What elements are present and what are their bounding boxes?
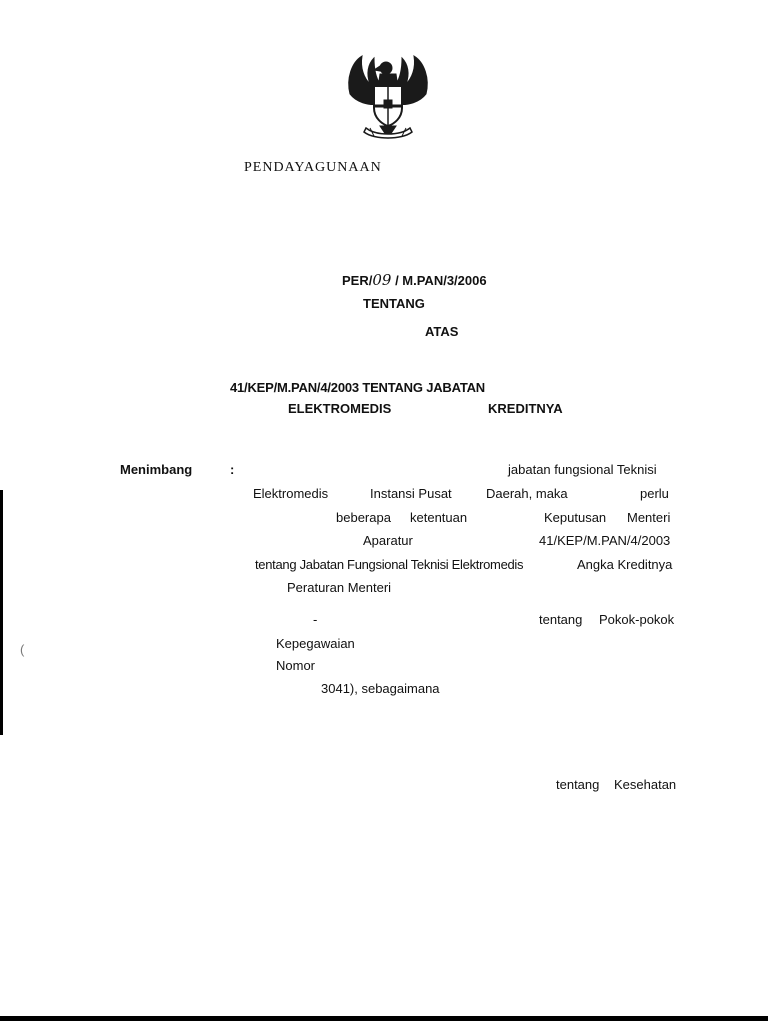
- body-text-keputusan: Keputusan: [544, 510, 607, 525]
- body-text-instansi: Instansi Pusat: [370, 486, 452, 501]
- tentang-heading: TENTANG: [363, 296, 425, 311]
- scan-edge-bottom: [0, 1016, 768, 1021]
- scan-edge-left: [0, 490, 3, 735]
- body-text-angka-kredit: Angka Kreditnya: [577, 557, 673, 572]
- regulation-number-suffix: / M.PAN/3/2006: [395, 273, 487, 288]
- body-text-tentang-kesehatan: tentang: [556, 777, 600, 792]
- body-text-dash: -: [313, 612, 318, 627]
- body-text-menteri: Menteri: [627, 510, 671, 525]
- margin-mark: (: [20, 642, 25, 657]
- garuda-emblem-icon: [340, 48, 436, 144]
- regulation-reference-line: 41/KEP/M.PAN/4/2003 TENTANG JABATAN: [230, 380, 485, 395]
- menimbang-colon: :: [230, 462, 235, 477]
- body-text-kesehatan: Kesehatan: [614, 777, 677, 792]
- elektromedis-heading: ELEKTROMEDIS: [288, 401, 392, 416]
- menimbang-label: Menimbang: [120, 462, 193, 477]
- body-text-kepegawaian: Kepegawaian: [276, 636, 355, 651]
- kreditnya-heading: KREDITNYA: [488, 401, 563, 416]
- body-text-jabatan: jabatan fungsional Teknisi: [508, 462, 657, 477]
- body-text-aparatur: Aparatur: [363, 533, 413, 548]
- regulation-number: [342, 271, 487, 289]
- body-text-peraturan-menteri: Peraturan Menteri: [287, 580, 392, 595]
- body-text-reference: 41/KEP/M.PAN/4/2003: [539, 533, 671, 548]
- regulation-number-handwritten: 09: [372, 271, 392, 289]
- body-text-pokok-pokok: Pokok-pokok: [599, 612, 675, 627]
- body-text-sebagaimana: 3041), sebagaimana: [321, 681, 440, 696]
- body-text-elektromedis: Elektromedis: [253, 486, 329, 501]
- atas-heading: ATAS: [425, 324, 459, 339]
- body-text-ketentuan: ketentuan: [410, 510, 468, 525]
- ministry-title: PENDAYAGUNAAN: [244, 160, 382, 175]
- body-text-jabatan-fungsional: tentang Jabatan Fungsional Teknisi Elektromedis: [255, 557, 524, 572]
- body-text-tentang-pokok: tentang: [539, 612, 583, 627]
- body-text-nomor: Nomor: [276, 658, 316, 673]
- body-text-daerah: Daerah, maka: [486, 486, 568, 501]
- body-text-perlu: perlu: [640, 486, 669, 501]
- body-text-beberapa: beberapa: [336, 510, 391, 525]
- regulation-number-prefix: PER/: [342, 273, 373, 288]
